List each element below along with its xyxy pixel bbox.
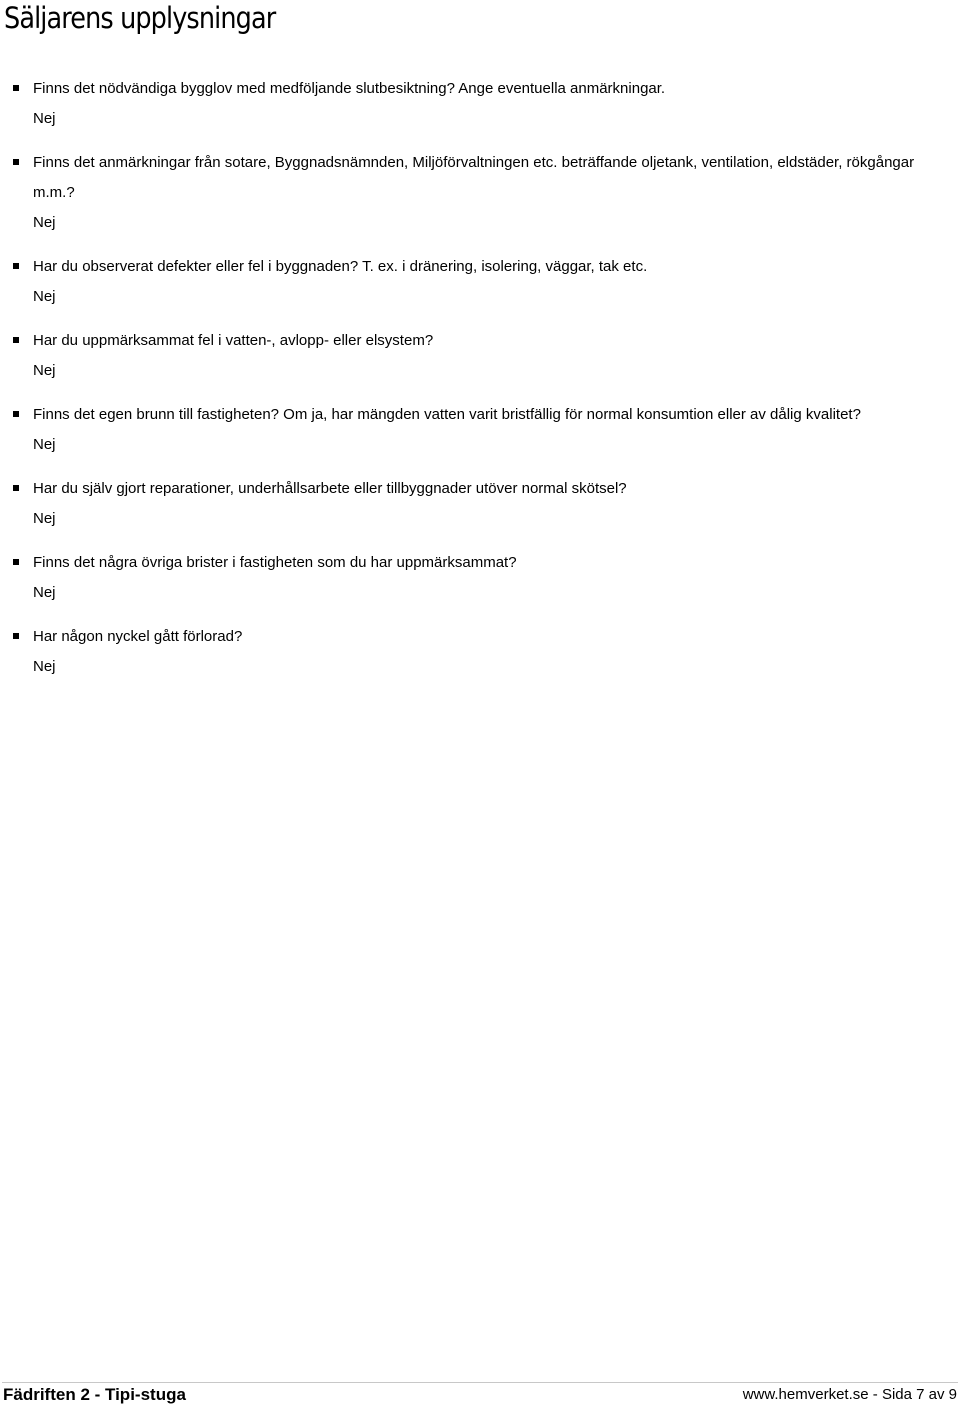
answer-text: Nej [33, 110, 56, 127]
question-item [0, 474, 960, 534]
answer-text: Nej [33, 214, 56, 231]
question-text: Har du själv gjort reparationer, underhållsarbete eller tillbyggnader utöver normal skötsel? [33, 480, 627, 497]
answer-text: Nej [33, 362, 56, 379]
square-bullet-icon [13, 263, 19, 269]
question-item [0, 326, 960, 386]
answer-text: Nej [33, 584, 56, 601]
question-item [0, 622, 960, 682]
answer-text: Nej [33, 288, 56, 305]
question-text: Finns det några övriga brister i fastigheten som du har uppmärksammat? [33, 554, 517, 571]
question-item [0, 548, 960, 608]
question-line [0, 400, 943, 430]
answer-text: Nej [33, 510, 56, 527]
question-text: Har du uppmärksammat fel i vatten-, avlopp- eller elsystem? [33, 332, 434, 349]
question-line [0, 622, 943, 652]
question-line [0, 252, 943, 282]
square-bullet-icon [13, 485, 19, 491]
square-bullet-icon [13, 411, 19, 417]
footer-divider [2, 1382, 958, 1383]
question-item [0, 74, 960, 134]
square-bullet-icon [13, 337, 19, 343]
page-title: Säljarens upplysningar [4, 1, 276, 35]
answer-text: Nej [33, 436, 56, 453]
square-bullet-icon [13, 159, 19, 165]
question-line [0, 148, 943, 208]
question-item [0, 252, 960, 312]
answer-text: Nej [33, 658, 56, 675]
footer-page-info [743, 1385, 957, 1405]
question-line [0, 326, 943, 356]
question-line [0, 474, 943, 504]
question-text: Har någon nyckel gått förlorad? [33, 628, 243, 645]
question-item [0, 400, 960, 460]
question-text: Finns det nödvändiga bygglov med medföljande slutbesiktning? Ange eventuella anmärkningar. [33, 80, 666, 97]
footer-property-name: Fädriften 2 - Tipi-stuga [3, 1385, 186, 1404]
question-text: Har du observerat defekter eller fel i byggnaden? T. ex. i dränering, isolering, väggar, tak etc. [33, 258, 648, 275]
question-text: Finns det anmärkningar från sotare, Byggnadsnämnden, Miljöförvaltningen etc. beträffande oljetank, ventilation, eldstäder, rökgångar m.m.? [33, 154, 915, 201]
question-line [0, 74, 943, 104]
question-list [0, 74, 960, 696]
footer-separator: - [868, 1386, 882, 1403]
footer-page-number: Sida 7 av 9 [881, 1386, 957, 1403]
question-text: Finns det egen brunn till fastigheten? Om ja, har mängden vatten varit bristfällig för normal konsumtion eller av dålig kvalitet? [33, 406, 861, 423]
square-bullet-icon [13, 85, 19, 91]
question-line [0, 548, 943, 578]
footer-site-link[interactable]: www.hemverket.se [742, 1386, 869, 1403]
square-bullet-icon [13, 633, 19, 639]
question-item [0, 148, 960, 238]
square-bullet-icon [13, 559, 19, 565]
